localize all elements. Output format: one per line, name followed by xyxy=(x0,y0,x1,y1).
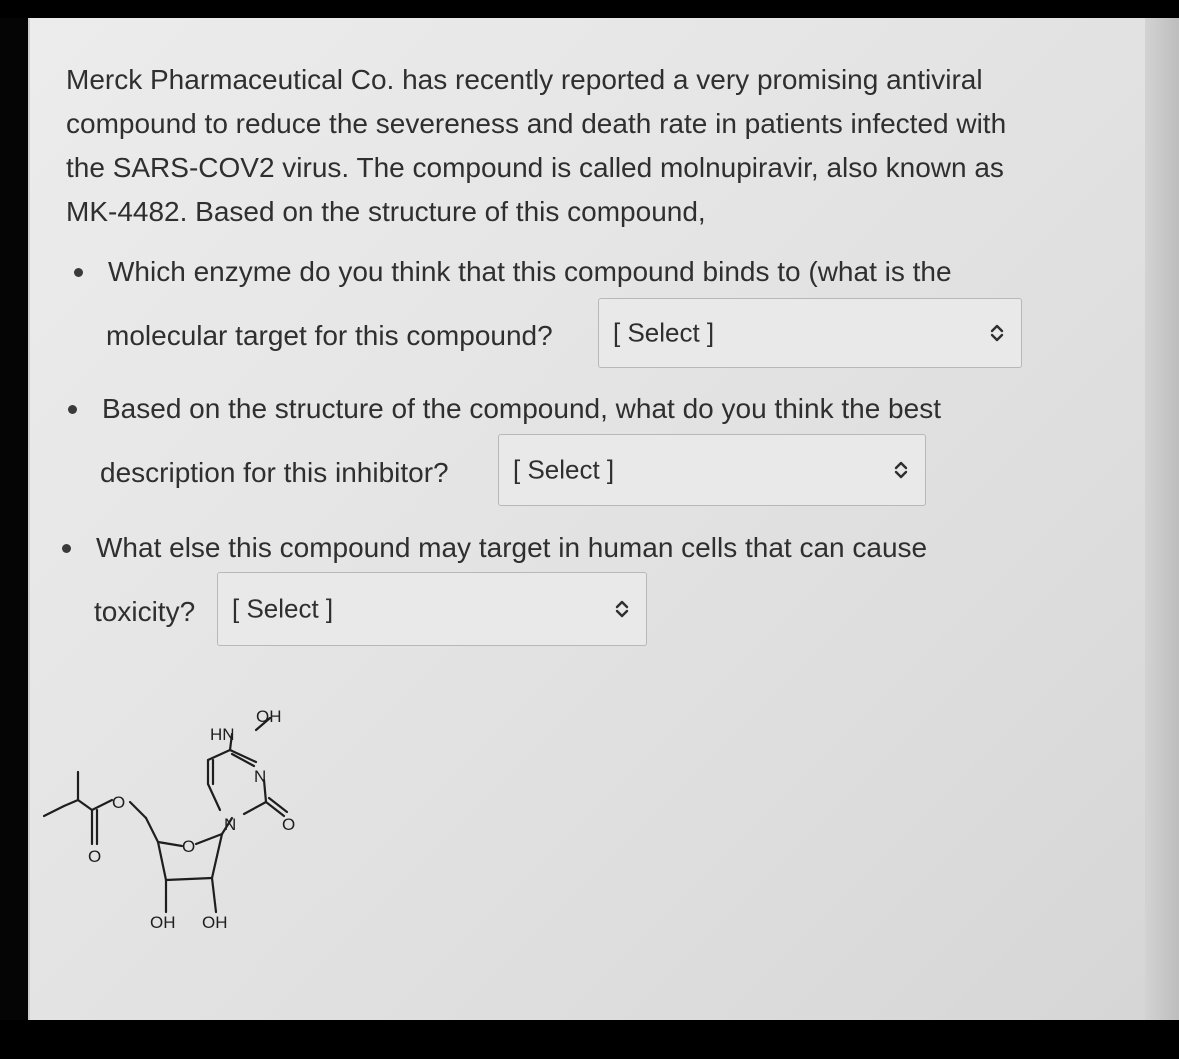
question-2-select-value: [ Select ] xyxy=(513,454,615,485)
question-1-select-value: [ Select ] xyxy=(613,317,715,348)
intro-line-3: the SARS-COV2 virus. The compound is called molnupiravir, also known as xyxy=(66,152,1004,183)
intro-line-1: Merck Pharmaceutical Co. has recently reported a very promising antiviral xyxy=(66,64,983,95)
question-intro xyxy=(66,58,1126,234)
mol-label-o-carbonyl: O xyxy=(282,815,296,834)
mol-label-o-sugar: O xyxy=(182,837,196,856)
bullet-1 xyxy=(74,268,83,277)
mol-label-hn: HN xyxy=(210,725,235,744)
mol-label-o-ester-carbonyl: O xyxy=(88,847,102,866)
question-3-line-1: What else this compound may target in human cells that can cause xyxy=(96,532,928,563)
question-2-line-2: description for this inhibitor? xyxy=(100,457,449,488)
question-3-line-2: toxicity? xyxy=(94,596,196,627)
chevron-up-down-icon xyxy=(893,460,909,480)
mol-label-o-ester: O xyxy=(112,793,126,812)
mol-label-oh-left: OH xyxy=(150,913,176,932)
mol-label-n-top: N xyxy=(254,767,267,786)
question-3-select[interactable] xyxy=(217,572,647,646)
bullet-3 xyxy=(62,544,71,553)
question-2-line-1: Based on the structure of the compound, what do you think the best xyxy=(102,393,941,424)
question-3-select-value: [ Select ] xyxy=(232,593,334,624)
question-1-line-2: molecular target for this compound? xyxy=(106,320,553,351)
intro-line-4: MK-4482. Based on the structure of this compound, xyxy=(66,196,706,227)
quiz-panel xyxy=(28,18,1145,1020)
mol-label-oh-right: OH xyxy=(202,913,228,932)
bullet-2 xyxy=(68,405,77,414)
intro-line-2: compound to reduce the severeness and death rate in patients infected with xyxy=(66,108,1007,139)
chevron-up-down-icon xyxy=(989,323,1005,343)
top-bezel xyxy=(0,0,1179,18)
question-1-select[interactable] xyxy=(598,298,1022,368)
question-2-select[interactable] xyxy=(498,434,926,506)
mol-label-oh-top: OH xyxy=(256,707,282,726)
molnupiravir-structure-icon xyxy=(34,678,334,958)
screen-edge xyxy=(1143,18,1179,1020)
question-1-line-1: Which enzyme do you think that this compound binds to (what is the xyxy=(108,256,952,287)
mol-label-n-bottom: N xyxy=(224,815,237,834)
bottom-bezel xyxy=(0,1020,1179,1059)
chevron-up-down-icon xyxy=(614,599,630,619)
